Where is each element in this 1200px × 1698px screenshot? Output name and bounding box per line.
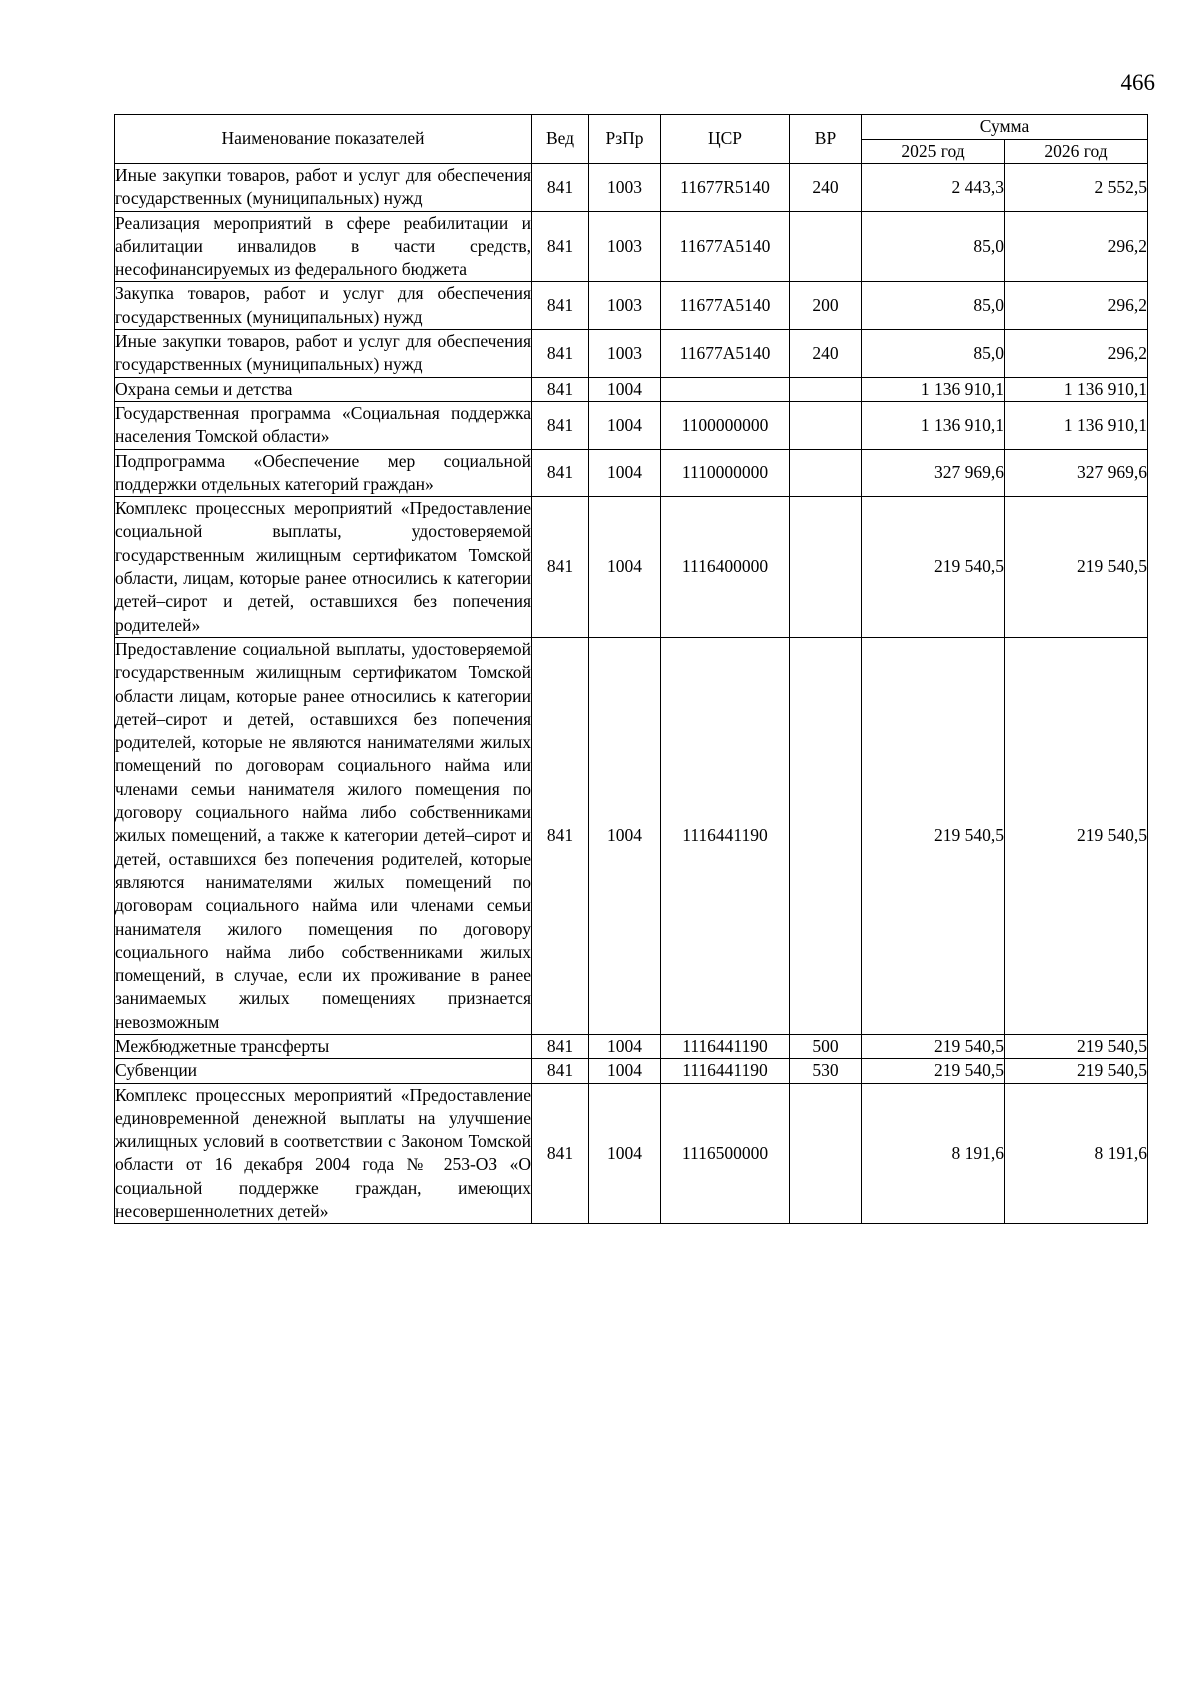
row-ved: 841: [532, 282, 589, 330]
row-name: Иные закупки товаров, работ и услуг для обеспечения государственных (муниципальных) нужд: [115, 330, 532, 378]
row-sum-2026: 219 540,5: [1005, 1059, 1148, 1083]
row-rzpr: 1003: [589, 282, 661, 330]
row-csr: 1100000000: [661, 401, 790, 449]
row-vr: [790, 637, 862, 1034]
row-ved: 841: [532, 449, 589, 497]
row-name: Государственная программа «Социальная поддержка населения Томской области»: [115, 401, 532, 449]
table-row: [115, 401, 1148, 449]
row-csr: 1116400000: [661, 497, 790, 638]
row-vr: 240: [790, 164, 862, 212]
header-sum: Сумма: [862, 115, 1148, 140]
table-row: [115, 164, 1148, 212]
table-row: [115, 637, 1148, 1034]
table-row: [115, 282, 1148, 330]
row-sum-2025: 219 540,5: [862, 1034, 1005, 1058]
row-sum-2025: 1 136 910,1: [862, 377, 1005, 401]
row-sum-2026: 8 191,6: [1005, 1083, 1148, 1224]
row-ved: 841: [532, 211, 589, 282]
row-sum-2026: 219 540,5: [1005, 1034, 1148, 1058]
row-rzpr: 1004: [589, 497, 661, 638]
row-sum-2025: 85,0: [862, 211, 1005, 282]
row-vr: 530: [790, 1059, 862, 1083]
header-year-2025: 2025 год: [862, 139, 1005, 164]
row-sum-2026: 296,2: [1005, 282, 1148, 330]
row-vr: [790, 401, 862, 449]
row-rzpr: 1004: [589, 449, 661, 497]
table-row: [115, 1034, 1148, 1058]
row-name: Подпрограмма «Обеспечение мер социальной поддержки отдельных категорий граждан»: [115, 449, 532, 497]
header-csr: ЦСР: [661, 115, 790, 164]
row-sum-2026: 2 552,5: [1005, 164, 1148, 212]
row-name: Межбюджетные трансферты: [115, 1034, 532, 1058]
row-ved: 841: [532, 164, 589, 212]
budget-table: [114, 114, 1148, 1224]
row-ved: 841: [532, 1059, 589, 1083]
row-ved: 841: [532, 1083, 589, 1224]
row-sum-2025: 2 443,3: [862, 164, 1005, 212]
row-rzpr: 1003: [589, 211, 661, 282]
row-ved: 841: [532, 377, 589, 401]
row-ved: 841: [532, 401, 589, 449]
row-rzpr: 1004: [589, 1034, 661, 1058]
row-name: Иные закупки товаров, работ и услуг для обеспечения государственных (муниципальных) нужд: [115, 164, 532, 212]
row-csr: 1116441190: [661, 637, 790, 1034]
row-ved: 841: [532, 637, 589, 1034]
row-vr: [790, 377, 862, 401]
header-name: Наименование показателей: [115, 115, 532, 164]
header-year-2026: 2026 год: [1005, 139, 1148, 164]
header-ved: Вед: [532, 115, 589, 164]
row-vr: [790, 497, 862, 638]
row-csr: 11677A5140: [661, 211, 790, 282]
row-name: Предоставление социальной выплаты, удостоверяемой государственным жилищным сертификатом Томской области лицам, которые ранее относились к категории детей–сирот и детей, оставшихся без попечения родителей, которые не являются нанимателями жилых помещений по договорам социального найма или членами семьи нанимателя жилого помещения по договору социального найма либо собственниками жилых помещений, а также к категории детей–сирот и детей, оставшихся без попечения родителей, которые являются нанимателями жилых помещений по договорам социального найма или членами семьи нанимателя жилого помещения по договору социального найма либо собственниками жилых помещений, в случае, если их проживание в ранее занимаемых жилых помещениях признается невозможным: [115, 637, 532, 1034]
row-vr: [790, 211, 862, 282]
table-row: [115, 449, 1148, 497]
row-sum-2026: 1 136 910,1: [1005, 401, 1148, 449]
row-csr: 1110000000: [661, 449, 790, 497]
row-csr: 1116500000: [661, 1083, 790, 1224]
row-rzpr: 1004: [589, 1059, 661, 1083]
row-name: Субвенции: [115, 1059, 532, 1083]
row-rzpr: 1004: [589, 1083, 661, 1224]
row-rzpr: 1004: [589, 401, 661, 449]
row-name: Реализация мероприятий в сфере реабилитации и абилитации инвалидов в части средств, несофинансируемых из федерального бюджета: [115, 211, 532, 282]
row-sum-2025: 1 136 910,1: [862, 401, 1005, 449]
row-name: Комплекс процессных мероприятий «Предоставление единовременной денежной выплаты на улучшение жилищных условий в соответствии с Законом Томской области от 16 декабря 2004 года № 253-ОЗ «О социальной поддержке граждан, имеющих несовершеннолетних детей»: [115, 1083, 532, 1224]
row-ved: 841: [532, 497, 589, 638]
row-sum-2026: 296,2: [1005, 330, 1148, 378]
header-rzpr: РзПр: [589, 115, 661, 164]
row-rzpr: 1004: [589, 637, 661, 1034]
row-vr: 200: [790, 282, 862, 330]
row-vr: [790, 1083, 862, 1224]
row-sum-2026: 296,2: [1005, 211, 1148, 282]
row-sum-2026: 327 969,6: [1005, 449, 1148, 497]
table-row: [115, 330, 1148, 378]
row-ved: 841: [532, 330, 589, 378]
row-name: Комплекс процессных мероприятий «Предоставление социальной выплаты, удостоверяемой государственным жилищным сертификатом Томской области, лицам, которые ранее относились к категории детей–сирот и детей, оставшихся без попечения родителей»: [115, 497, 532, 638]
page-number: 466: [1120, 70, 1155, 95]
row-sum-2025: 219 540,5: [862, 497, 1005, 638]
row-vr: 240: [790, 330, 862, 378]
table-row: [115, 497, 1148, 638]
table-row: [115, 211, 1148, 282]
row-ved: 841: [532, 1034, 589, 1058]
row-sum-2026: 1 136 910,1: [1005, 377, 1148, 401]
row-sum-2025: 219 540,5: [862, 1059, 1005, 1083]
row-sum-2025: 85,0: [862, 282, 1005, 330]
row-csr: 1116441190: [661, 1034, 790, 1058]
row-sum-2025: 8 191,6: [862, 1083, 1005, 1224]
row-vr: [790, 449, 862, 497]
row-csr: 11677A5140: [661, 282, 790, 330]
row-name: Охрана семьи и детства: [115, 377, 532, 401]
table-row: [115, 1059, 1148, 1083]
row-name: Закупка товаров, работ и услуг для обеспечения государственных (муниципальных) нужд: [115, 282, 532, 330]
header-vr: ВР: [790, 115, 862, 164]
row-vr: 500: [790, 1034, 862, 1058]
row-sum-2026: 219 540,5: [1005, 637, 1148, 1034]
table-row: [115, 377, 1148, 401]
row-rzpr: 1003: [589, 164, 661, 212]
row-rzpr: 1004: [589, 377, 661, 401]
row-csr: [661, 377, 790, 401]
row-csr: 11677R5140: [661, 164, 790, 212]
row-csr: 11677A5140: [661, 330, 790, 378]
row-csr: 1116441190: [661, 1059, 790, 1083]
table-row: [115, 1083, 1148, 1224]
row-sum-2025: 327 969,6: [862, 449, 1005, 497]
row-sum-2025: 219 540,5: [862, 637, 1005, 1034]
row-sum-2025: 85,0: [862, 330, 1005, 378]
row-sum-2026: 219 540,5: [1005, 497, 1148, 638]
row-rzpr: 1003: [589, 330, 661, 378]
